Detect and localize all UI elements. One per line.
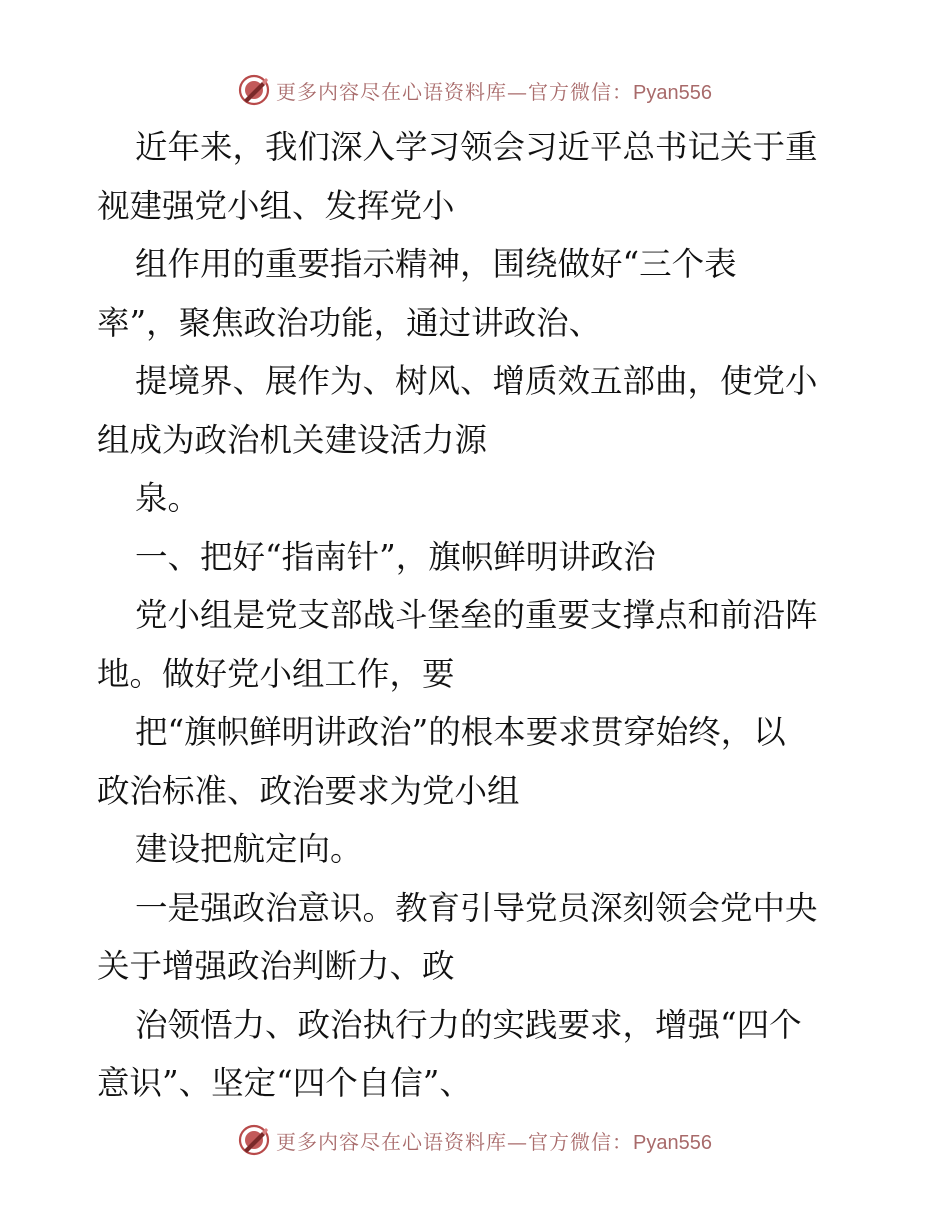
text-line: 一是强政治意识。教育引导党员深刻领会党中央 — [135, 888, 818, 927]
watermark-handle: Pyan556 — [633, 1131, 712, 1154]
text-line: 组作用的重要指示精神，围绕做好“三个表 — [135, 245, 737, 283]
text-line: 地。做好党小组工作，要 — [97, 654, 455, 693]
watermark-handle: Pyan556 — [633, 81, 712, 104]
text-line: 关于增强政治判断力、政 — [97, 947, 455, 985]
pen-logo-icon — [238, 74, 270, 106]
footer-watermark — [0, 1120, 950, 1160]
text-line: 把“旗帜鲜明讲政治”的根本要求贯穿始终，以 — [135, 713, 786, 751]
text-line: 提境界、展作为、树风、增质效五部曲，使党小 — [135, 362, 818, 400]
text-line: 率”，聚焦政治功能，通过讲政治、 — [97, 303, 602, 342]
text-line: 党小组是党支部战斗堡垒的重要支撑点和前沿阵 — [135, 596, 818, 634]
text-line: 视建强党小组、发挥党小 — [97, 186, 455, 225]
text-line: 近年来，我们深入学习领会习近平总书记关于重 — [135, 128, 818, 166]
pen-logo-icon — [238, 1124, 270, 1156]
text-line: 治领悟力、政治执行力的实践要求，增强“四个 — [135, 1005, 802, 1044]
text-line: 建设把航定向。 — [135, 830, 363, 868]
watermark-text: 更多内容尽在心语资料库—官方微信：Pyan556 — [276, 79, 712, 104]
text-line: 组成为政治机关建设活力源 — [97, 420, 488, 459]
section-heading: 一、把好“指南针”，旗帜鲜明讲政治 — [135, 537, 656, 576]
text-line: 泉。 — [135, 479, 201, 517]
text-line: 意识”、坚定“四个自信”、 — [97, 1064, 472, 1102]
text-line: 政治标准、政治要求为党小组 — [97, 771, 520, 810]
document-body — [97, 118, 857, 1113]
header-watermark — [0, 70, 950, 110]
watermark-text: 更多内容尽在心语资料库—官方微信：Pyan556 — [276, 1129, 712, 1154]
